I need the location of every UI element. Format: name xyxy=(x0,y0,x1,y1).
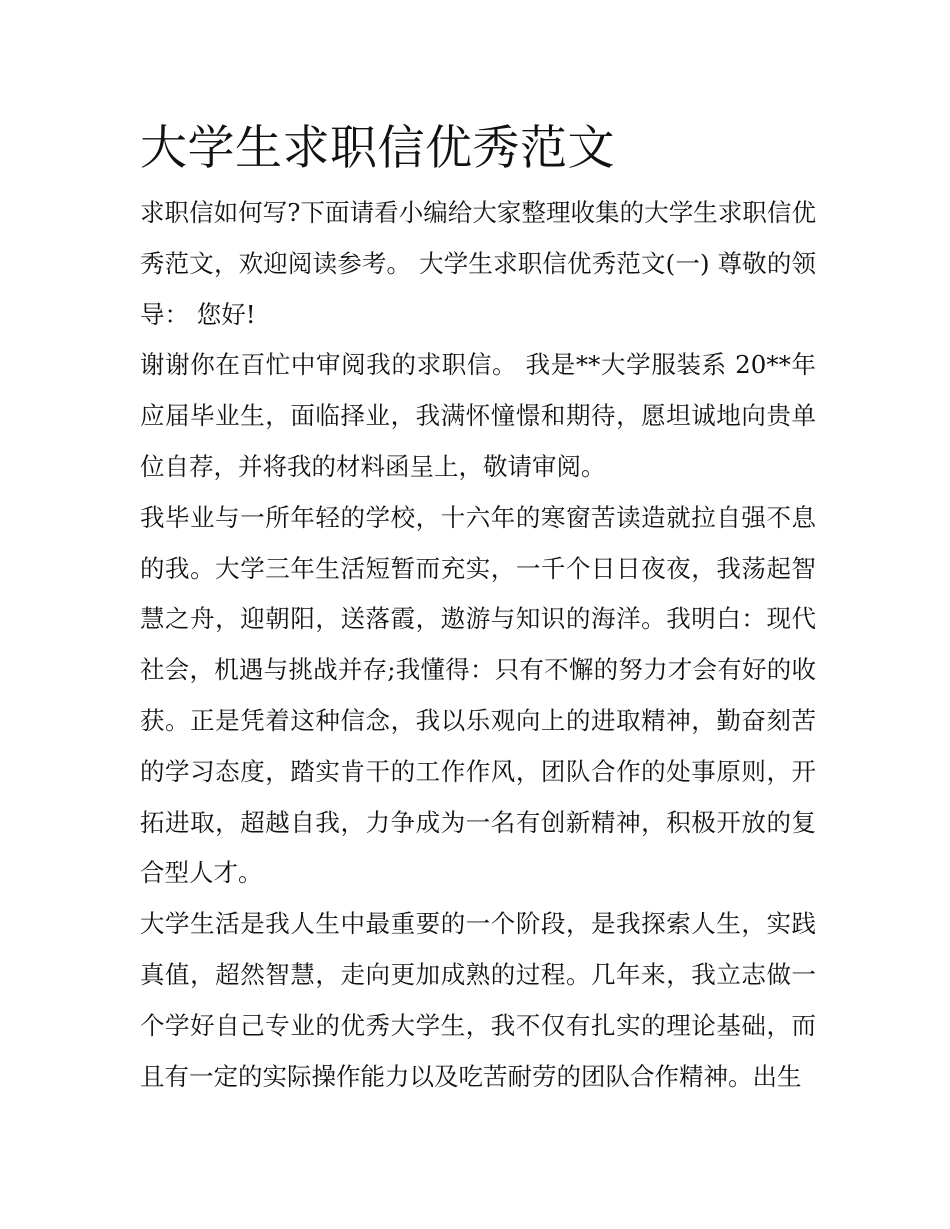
paragraph-school: 我毕业与一所年轻的学校，十六年的寒窗苦读造就拉自强不息的我。大学三年生活短暂而充实，一千个日日夜夜，我荡起智慧之舟，迎朝阳，送落霞，遨游与知识的海洋。我明白：现代社会，机遇与挑战并存;我懂得：只有不懈的努力才会有好的收获。正是凭着这种信念，我以乐观向上的进取精神，勤奋刻苦的学习态度，踏实肯干的工作作风，团队合作的处事原则，开拓进取，超越自我，力争成为一名有创新精神，积极开放的复合型人才。 xyxy=(140,502,816,888)
document-body xyxy=(140,118,816,1102)
paragraph-thanks: 谢谢你在百忙中审阅我的求职信。 我是**大学服装系 20**年应届毕业生，面临择业，我满怀憧憬和期待，愿坦诚地向贵单位自荐，并将我的材料函呈上，敬请审阅。 xyxy=(140,350,816,481)
paragraph-college-life: 大学生活是我人生中最重要的一个阶段，是我探索人生，实践真值，超然智慧，走向更加成熟的过程。几年来，我立志做一个学好自己专业的优秀大学生，我不仅有扎实的理论基础，而且有一定的实际操作能力以及吃苦耐劳的团队合作精神。出生 xyxy=(140,909,816,1091)
paragraph-intro: 求职信如何写?下面请看小编给大家整理收集的大学生求职信优秀范文，欢迎阅读参考。 大学生求职信优秀范文(一) 尊敬的领导： 您好! xyxy=(140,198,816,329)
document-title: 大学生求职信优秀范文 xyxy=(140,121,615,176)
